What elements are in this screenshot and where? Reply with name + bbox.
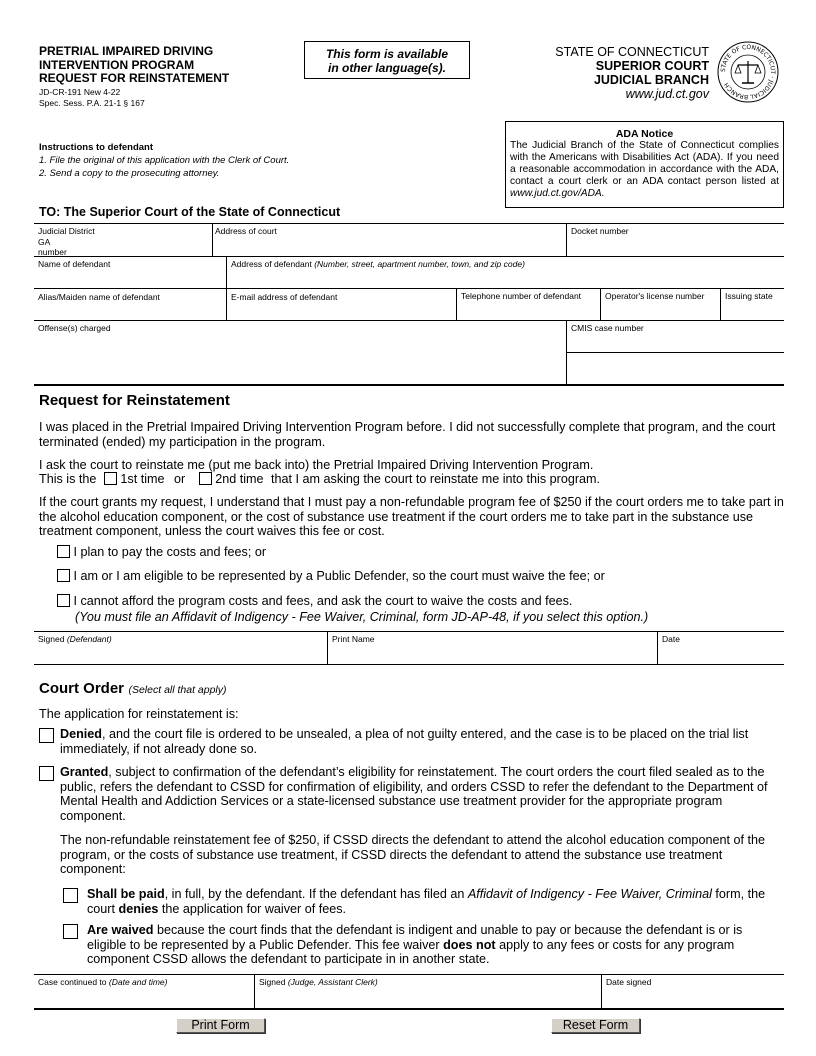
waived-does-not: does not (443, 937, 496, 952)
judge-signature-cell[interactable] (255, 975, 601, 1008)
granted-text (60, 765, 782, 823)
print-name-label: Print Name (332, 634, 375, 644)
reset-form-button[interactable]: Reset Form (551, 1018, 640, 1033)
alias-label: Alias/Maiden name of defendant (38, 292, 160, 302)
option-pay-checkbox[interactable] (57, 545, 70, 558)
state-name: STATE OF CONNECTICUT (555, 45, 709, 59)
denied-checkbox[interactable] (39, 728, 54, 743)
paid-denies: denies (118, 901, 159, 916)
court-signature-bottom-rule (34, 1008, 784, 1010)
title-line-2: INTERVENTION PROGRAM (39, 57, 195, 72)
denied-label: Denied (60, 727, 102, 741)
court-address-label: Address of court (215, 226, 277, 236)
first-time-label: 1st time (120, 472, 165, 486)
instructions-heading: Instructions to defendant (39, 142, 153, 153)
option-cannot-afford-checkbox[interactable] (57, 594, 70, 607)
date-signed-cell[interactable] (602, 975, 784, 1008)
defendant-signature-cell[interactable] (34, 632, 327, 664)
email-cell[interactable] (227, 289, 456, 320)
paid-affidavit: Affidavit of Indigency - Fee Waiver, Criminal (467, 887, 712, 901)
denied-text (60, 727, 782, 756)
order-intro: The application for reinstatement is: (39, 707, 239, 721)
ada-notice (505, 121, 784, 208)
waived-text-2: apply to any fees or costs for any program component CSSD allows the defendant to participate in in another state. (87, 937, 735, 966)
request-paragraph-2: I ask the court to reinstate me (put me back into) the Pretrial Impaired Driving Intervention Program. (39, 458, 594, 472)
court-address-cell[interactable] (213, 224, 566, 256)
second-time-label: 2nd time (215, 472, 264, 486)
request-time-line (39, 472, 781, 487)
defendant-address-label (231, 259, 525, 269)
fee-text: The non-refundable reinstatement fee of $250, if CSSD directs the defendant to attend the alcohol education component of the program, or the costs of substance use treatment, if CSSD directs the defendant to attend the substance use treatment component: (60, 833, 766, 876)
number-label: number (38, 247, 67, 257)
defendant-address-hint: (Number, street, apartment number, town, and zip code) (314, 259, 525, 269)
issuing-state-cell[interactable] (721, 289, 784, 320)
seal-text: STATE OF CONNECTICUT · JUDICIAL BRANCH (719, 43, 777, 101)
granted-body: , subject to confirmation of the defendant’s eligibility for reinstatement. The court orders the court filed sealed as to the public, refers the defendant to CSSD for confirmation of eligibility, and orders CSSD to refer the defendant to the Department of Mental Health and Addiction Services or a state-licensed substance use treatment provider for the appropriate program component. (60, 765, 768, 823)
defendant-signature-label (38, 634, 112, 644)
are-waived-label: Are waived (87, 923, 154, 937)
paid-text-3: the application for waiver of fees. (158, 901, 347, 916)
or-text: or (174, 472, 186, 486)
option-cannot-afford (57, 594, 777, 609)
paid-text-2: form, the court (87, 887, 766, 916)
ga-label: GA (38, 237, 51, 247)
ada-heading: ADA Notice (615, 128, 674, 140)
this-is-the-text: This is the (39, 472, 97, 486)
defendant-address-cell[interactable] (227, 257, 784, 288)
court-order-hint: (Select all that apply) (128, 684, 227, 696)
defendant-signed-text: Signed (38, 634, 65, 644)
are-waived-checkbox[interactable] (63, 924, 78, 939)
date-signed-label: Date signed (606, 977, 652, 987)
telephone-label: Telephone number of defendant (461, 291, 582, 301)
branch-name: JUDICIAL BRANCH (593, 73, 709, 87)
option-public-defender-checkbox[interactable] (57, 569, 70, 582)
court-name: SUPERIOR COURT (595, 59, 709, 73)
judicial-district-cell[interactable] (34, 224, 212, 256)
cmis-cell[interactable] (567, 321, 784, 352)
form-id: JD-CR-191 New 4-22 (39, 87, 121, 97)
defendant-name-label: Name of defendant (38, 259, 111, 269)
statute: Spec. Sess. P.A. 21-1 § 167 (39, 98, 145, 108)
judge-signed-hint: (Judge, Assistant Clerk) (287, 977, 378, 987)
court-order-title: Court Order (39, 680, 125, 697)
print-name-cell[interactable] (328, 632, 657, 664)
cmis-extra-cell[interactable] (567, 353, 784, 384)
agency-block (555, 45, 709, 101)
case-continued-hint: (Date and time) (108, 977, 168, 987)
option-public-defender (57, 569, 777, 584)
language-notice-line-2: in other language(s). (327, 61, 446, 75)
telephone-cell[interactable] (457, 289, 600, 320)
to-line: TO: The Superior Court of the State of Connecticut (39, 205, 341, 219)
defendant-date-cell[interactable] (658, 632, 784, 664)
defendant-address-text: Address of defendant (231, 259, 312, 269)
judge-signature-label (259, 977, 378, 987)
option-pay (57, 545, 777, 560)
signature-bottom-rule (34, 664, 784, 665)
defendant-date-label: Date (662, 634, 680, 644)
instruction-2: 2. Send a copy to the prosecuting attorney. (39, 168, 220, 179)
alias-cell[interactable] (34, 289, 226, 320)
judicial-district-label: Judicial District (38, 226, 95, 236)
cmis-label: CMIS case number (571, 323, 644, 333)
option-cannot-afford-label: I cannot afford the program costs and fees, and ask the court to waive the costs and fees. (73, 594, 573, 608)
title-line-3: REQUEST FOR REINSTATEMENT (39, 71, 230, 85)
judge-signed-text: Signed (259, 977, 286, 987)
language-notice[interactable] (304, 41, 470, 79)
grid-bottom-rule (34, 384, 784, 386)
ada-text (510, 140, 779, 200)
first-time-checkbox[interactable] (104, 472, 117, 485)
instruction-1: 1. File the original of this application with the Clerk of Court. (39, 155, 290, 166)
shall-be-paid-text (87, 887, 783, 916)
case-continued-text: Case continued to (38, 977, 107, 987)
court-order-heading (39, 680, 227, 698)
defendant-signed-hint: (Defendant) (66, 634, 112, 644)
are-waived-text (87, 923, 785, 967)
website: www.jud.ct.gov (625, 87, 709, 101)
granted-checkbox[interactable] (39, 766, 54, 781)
case-continued-cell[interactable] (34, 975, 254, 1008)
print-form-button[interactable]: Print Form (176, 1018, 265, 1033)
case-continued-label (38, 977, 168, 987)
second-time-checkbox[interactable] (199, 472, 212, 485)
form-title (39, 45, 229, 86)
request-paragraph-1: I was placed in the Pretrial Impaired Driving Intervention Program before. I did not successfully complete that program, and the court terminated (ended) my participation in the program. (39, 420, 776, 449)
ada-body: The Judicial Branch of the State of Connecticut complies with the Americans with Disabilities Act (ADA). If you need a reasonable accommodation in accordance with the ADA, contact a court clerk or an ADA contact person listed at (510, 140, 779, 187)
denied-body: , and the court file is ordered to be unsealed, a plea of not guilty entered, and the case is to be placed on the trial list immediately, if not already done so. (60, 727, 749, 756)
license-cell[interactable] (601, 289, 720, 320)
waived-text-1: because the court finds that the defendant is indigent and unable to pay or because the defendant is or is eligible to be represented by a Public Defender. This fee waiver (87, 923, 743, 952)
issuing-state-label: Issuing state (725, 291, 773, 301)
defendant-name-cell[interactable] (34, 257, 226, 288)
offenses-cell[interactable] (34, 321, 566, 384)
docket-number-label: Docket number (571, 226, 629, 236)
offenses-label: Offense(s) charged (38, 323, 111, 333)
ada-link[interactable]: www.jud.ct.gov/ADA. (510, 188, 605, 199)
paid-text-1: , in full, by the defendant. If the defendant has filed an (164, 887, 468, 901)
request-paragraph-3: If the court grants my request, I understand that I must pay a non-refundable program fee of $250 if the court orders me to take part in the alcohol education component, or the cost of substance use treatment if the court orders me to take part in the substance use treatment component, unless the court waives this fee or cost. (39, 495, 784, 538)
option-cannot-afford-note: (You must file an Affidavit of Indigency - Fee Waiver, Criminal, form JD-AP-48, if you select this option.) (75, 610, 649, 624)
title-line-1: PRETRIAL IMPAIRED DRIVING (39, 44, 214, 58)
license-label: Operator's license number (605, 291, 705, 301)
language-notice-line-1: This form is available (325, 47, 449, 61)
time-suffix: that I am asking the court to reinstate me into this program. (271, 472, 601, 486)
shall-be-paid-label: Shall be paid (87, 887, 165, 901)
docket-number-cell[interactable] (567, 224, 784, 256)
granted-label: Granted (60, 765, 109, 779)
state-seal-icon (717, 41, 779, 103)
option-pay-label: I plan to pay the costs and fees; or (73, 545, 267, 559)
option-public-defender-label: I am or I am eligible to be represented by a Public Defender, so the court must waive the fee; or (73, 569, 605, 583)
request-heading: Request for Reinstatement (39, 392, 230, 409)
email-label: E-mail address of defendant (231, 292, 338, 302)
shall-be-paid-checkbox[interactable] (63, 888, 78, 903)
